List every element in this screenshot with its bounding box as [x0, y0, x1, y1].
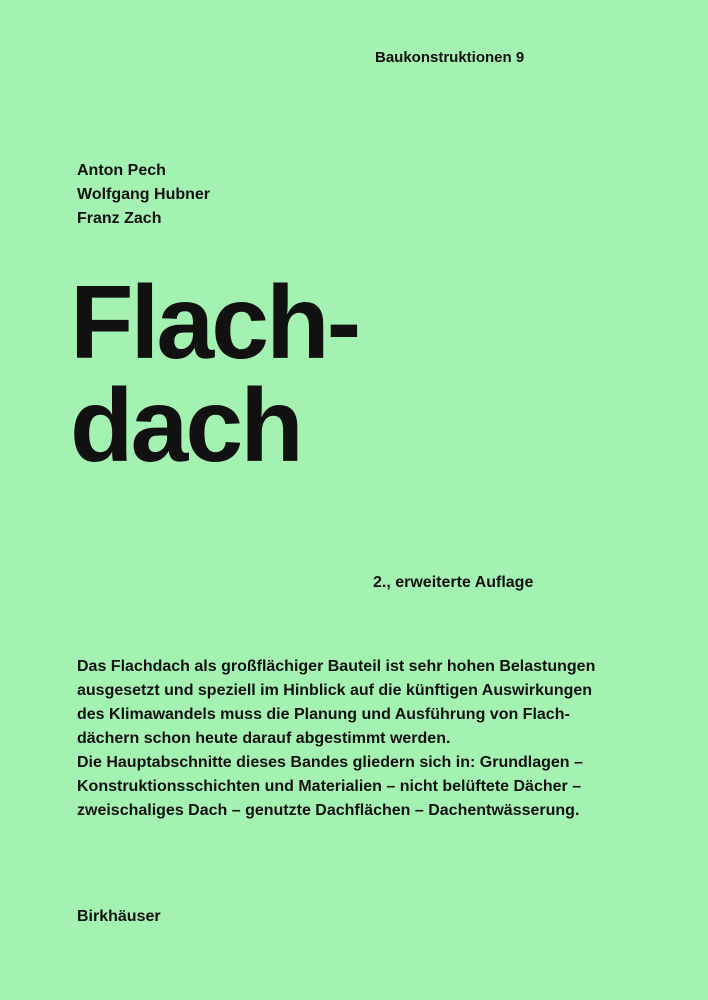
description-line: ausgesetzt und speziell im Hinblick auf die künftigen Auswirkungen	[77, 682, 593, 699]
description-line: Das Flachdach als großflächiger Bauteil ist sehr hohen Belastungen	[77, 658, 596, 675]
description-line: dächern schon heute darauf abgestimmt werden.	[77, 730, 451, 747]
edition-label: 2., erweiterte Auflage	[373, 574, 534, 591]
author-name: Franz Zach	[77, 210, 162, 227]
author-list	[77, 159, 210, 231]
series-title: Baukonstruktionen 9	[375, 49, 525, 66]
description-line: Konstruktionsschichten und Materialien – nicht belüftete Dächer –	[77, 778, 582, 795]
description-line: Die Hauptabschnitte dieses Bandes gliedern sich in: Grundlagen –	[77, 754, 583, 771]
description-text	[77, 655, 677, 823]
description-line: des Klimawandels muss die Planung und Ausführung von Flach-	[77, 706, 570, 723]
title-line: Flach-	[70, 265, 359, 381]
author-name: Anton Pech	[77, 162, 166, 179]
description-line: zweischaliges Dach – genutzte Dachflächen – Dachentwässerung.	[77, 802, 580, 819]
book-title	[70, 265, 359, 484]
author-name: Wolfgang Hubner	[77, 186, 211, 203]
title-line: dach	[70, 368, 301, 484]
publisher-name: Birkhäuser	[77, 908, 161, 925]
